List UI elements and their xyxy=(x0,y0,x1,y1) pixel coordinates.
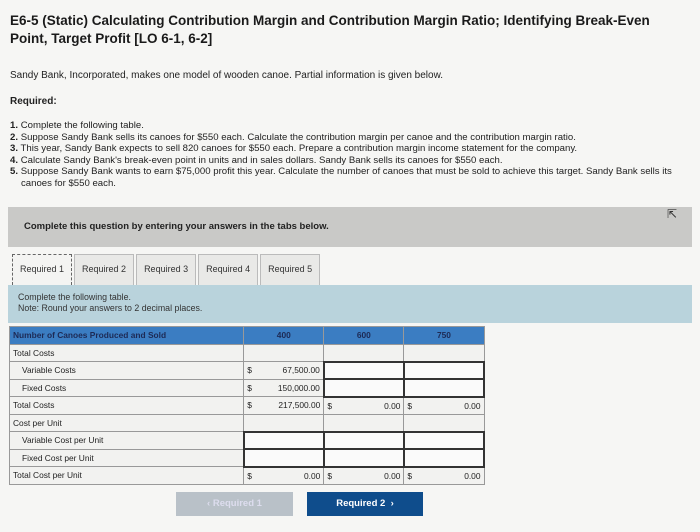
variable-cost-per-unit-750-input[interactable] xyxy=(404,432,484,450)
prev-required-button[interactable] xyxy=(176,492,293,516)
next-label: Required 2 xyxy=(336,498,386,509)
currency: $ xyxy=(327,400,332,411)
requirements-list xyxy=(10,120,690,189)
total-costs-400: 217,500.00 xyxy=(278,400,321,411)
fixed-costs-750-input[interactable] xyxy=(404,379,484,397)
row-label: Fixed Costs xyxy=(10,379,244,397)
tab-required-1[interactable]: Required 1 xyxy=(12,254,72,285)
currency: $ xyxy=(247,470,252,481)
requirement-item: 1. Complete the following table. xyxy=(10,120,144,131)
row-label: Variable Cost per Unit xyxy=(10,432,244,450)
currency: $ xyxy=(247,382,252,393)
tab-bar xyxy=(12,254,322,285)
currency: $ xyxy=(407,470,413,481)
table-row xyxy=(10,432,485,450)
tab-required-3[interactable]: Required 3 xyxy=(136,254,196,285)
row-label: Total Costs xyxy=(10,344,244,362)
table-row xyxy=(10,449,485,467)
table-row xyxy=(10,467,485,485)
currency: $ xyxy=(407,400,413,411)
fixed-costs-400: 150,000.00 xyxy=(277,382,320,393)
row-label: Variable Costs xyxy=(10,362,244,380)
fixed-costs-600-input[interactable] xyxy=(324,379,404,397)
panel-note: Note: Round your answers to 2 decimal places. xyxy=(18,303,203,313)
variable-costs-400: 67,500.00 xyxy=(282,365,320,376)
mouse-cursor-icon: ⇱ xyxy=(667,207,678,221)
requirement-item: 4. Calculate Sandy Bank's break-even point in units and in sales dollars. Sandy Bank sells its canoes for $550 each. xyxy=(10,154,503,166)
variable-costs-600-input[interactable] xyxy=(324,362,404,380)
fixed-cost-per-unit-600-input[interactable] xyxy=(324,449,404,467)
page-title: E6-5 (Static) Calculating Contribution Margin and Contribution Margin Ratio; Identifying Break-Even Point, Target Profit [LO 6-1, 6-2] xyxy=(10,13,650,46)
currency: $ xyxy=(247,400,252,411)
next-required-button[interactable] xyxy=(307,492,423,516)
table-row xyxy=(10,344,485,362)
instruction-text: Complete this question by entering your answers in the tabs below. xyxy=(24,221,329,232)
currency: $ xyxy=(327,470,332,481)
table-row xyxy=(10,362,485,380)
instructions-panel xyxy=(8,285,692,323)
header-750: 750 xyxy=(404,327,484,345)
total-cost-per-unit-750: 0.00 xyxy=(464,470,481,481)
instruction-bar xyxy=(8,207,692,247)
requirement-item: 5. Suppose Sandy Bank wants to earn $75,000 profit this year. Calculate the number of canoes that must be sold to achieve this target. Sandy Bank sells its canoes for $550 each. xyxy=(10,166,672,189)
intro-text: Sandy Bank, Incorporated, makes one model of wooden canoe. Partial information is given below. xyxy=(10,70,444,81)
row-label: Total Cost per Unit xyxy=(10,467,244,485)
required-label: Required: xyxy=(10,96,57,107)
total-costs-600: 0.00 xyxy=(384,400,401,411)
header-400: 400 xyxy=(244,327,324,345)
table-row xyxy=(10,414,485,432)
prev-label: Required 1 xyxy=(212,498,262,509)
chevron-left-icon: ‹ xyxy=(207,498,213,509)
fixed-cost-per-unit-750-input[interactable] xyxy=(404,449,484,467)
tab-required-2[interactable]: Required 2 xyxy=(74,254,134,285)
row-label: Total Costs xyxy=(10,397,244,415)
tab-required-4[interactable]: Required 4 xyxy=(198,254,258,285)
tab-required-5[interactable]: Required 5 xyxy=(260,254,320,285)
table-row xyxy=(10,397,485,415)
variable-costs-750-input[interactable] xyxy=(404,362,484,380)
row-label: Cost per Unit xyxy=(10,414,244,432)
table-row xyxy=(10,379,485,397)
requirement-item: 3. This year, Sandy Bank expects to sell 820 canoes for $550 each. Prepare a contribution margin income statement for the company. xyxy=(10,143,578,154)
total-cost-per-unit-400: 0.00 xyxy=(304,470,321,481)
currency: $ xyxy=(247,365,252,376)
cost-table xyxy=(9,326,485,485)
chevron-right-icon: › xyxy=(385,498,394,509)
header-label: Number of Canoes Produced and Sold xyxy=(10,327,244,345)
fixed-cost-per-unit-400-input[interactable] xyxy=(244,449,324,467)
variable-cost-per-unit-600-input[interactable] xyxy=(324,432,404,450)
requirement-item: 2. Suppose Sandy Bank sells its canoes for $550 each. Calculate the contribution margin per canoe and the contribution margin ratio. xyxy=(10,131,576,143)
variable-cost-per-unit-400-input[interactable] xyxy=(244,432,324,450)
total-costs-750: 0.00 xyxy=(464,400,481,411)
total-cost-per-unit-600: 0.00 xyxy=(384,470,401,481)
row-label: Fixed Cost per Unit xyxy=(10,449,244,467)
header-600: 600 xyxy=(324,327,404,345)
panel-instruction: Complete the following table. xyxy=(18,292,131,302)
